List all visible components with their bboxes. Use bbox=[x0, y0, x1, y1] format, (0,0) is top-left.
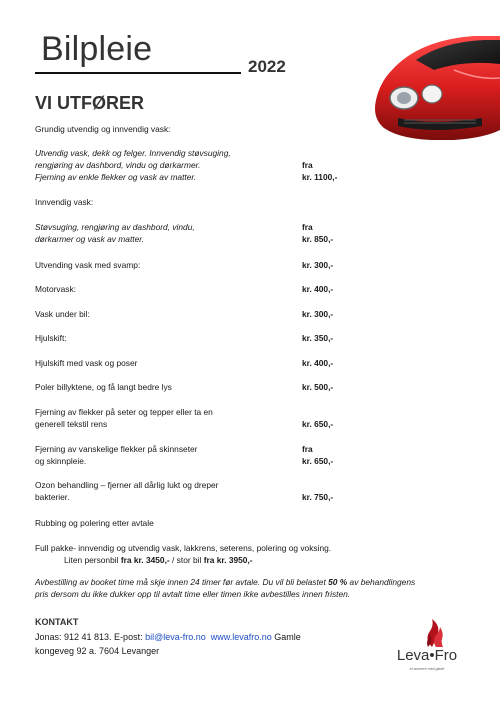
inner-wash-line-2: dørkarmer og vask av matter. bbox=[35, 234, 145, 244]
price-headlight-polish: kr. 500,- bbox=[302, 382, 334, 392]
service-engine-wash: Motorvask: bbox=[35, 284, 76, 294]
cancellation-notice-line-2: pris dersom du ikke dukker opp til avtalt time eller timen ikke avbestilles innen fristen. bbox=[35, 589, 351, 599]
full-wash-price-prefix: fra bbox=[302, 160, 313, 170]
leva-fro-logo bbox=[388, 617, 466, 687]
price-leather: kr. 650,- bbox=[302, 456, 334, 466]
service-underbody-wash: Vask under bil: bbox=[35, 309, 90, 319]
cancellation-fee-percent: 50 % bbox=[328, 577, 348, 587]
service-ozone-line-1: Ozon behandling – fjerner all dårlig lukt og dreper bbox=[35, 480, 219, 490]
contact-line-1: Jonas: 912 41 813. E-post: bil@leva-fro.no www.levafro.no Gamle bbox=[35, 632, 301, 642]
contact-line-2: kongeveg 92 a. 7604 Levanger bbox=[35, 646, 160, 656]
red-car-image bbox=[364, 30, 500, 148]
section-heading: VI UTFØRER bbox=[35, 93, 145, 113]
inner-wash-line-1: Støvsuging, rengjøring av dashbord, vindu, bbox=[35, 222, 195, 232]
logo-wordmark: Leva•Fro bbox=[396, 647, 458, 664]
full-wash-intro: Grundig utvendig og innvendig vask: bbox=[35, 124, 171, 134]
full-package-prices bbox=[64, 554, 253, 566]
service-ozone-line-2: bakterier. bbox=[35, 492, 70, 502]
service-rubbing-polishing: Rubbing og polering etter avtale bbox=[35, 518, 154, 528]
price-wheel-change: kr. 350,- bbox=[302, 333, 334, 343]
flame-icon bbox=[388, 617, 466, 649]
logo-tagline: et sunnere med glede bbox=[409, 667, 445, 671]
full-package-description: Full pakke- innvendig og utvendig vask, lakkrens, seterens, polering og voksing. bbox=[35, 543, 332, 553]
website-link[interactable]: www.levafro.no bbox=[210, 632, 272, 642]
full-wash-price: kr. 1100,- bbox=[302, 172, 338, 182]
full-wash-line-2: rengjøring av dashbord, vindu og dørkarmer. bbox=[35, 160, 201, 170]
page-title: Bilpleie bbox=[41, 30, 153, 68]
service-wheel-change: Hjulskift: bbox=[35, 333, 67, 343]
service-wheel-change-wash: Hjulskift med vask og poser bbox=[35, 358, 138, 368]
inner-wash-intro: Innvendig vask: bbox=[35, 197, 94, 207]
price-leather-prefix: fra bbox=[302, 444, 313, 454]
contact-heading: KONTAKT bbox=[35, 617, 79, 627]
year-label: 2022 bbox=[248, 57, 286, 76]
small-car-label: Liten personbil bbox=[64, 555, 119, 565]
price-underbody-wash: kr. 300,- bbox=[302, 309, 334, 319]
title-underline bbox=[35, 72, 241, 74]
price-wheel-change-wash: kr. 400,- bbox=[302, 358, 334, 368]
full-wash-line-1: Utvendig vask, dekk og felger. Innvendig støvsuging, bbox=[35, 148, 231, 158]
cancellation-notice-line-1: Avbestilling av booket time må skje innen 24 timer før avtale. Du vil bli belastet 50 % av behandlingens bbox=[35, 577, 416, 587]
service-stain-removal-line-2: generell tekstil rens bbox=[35, 419, 108, 429]
service-leather-line-1: Fjerning av vanskelige flekker på skinnseter bbox=[35, 444, 198, 454]
service-leather-line-2: og skinnpleie. bbox=[35, 456, 87, 466]
price-ozone: kr. 750,- bbox=[302, 492, 334, 502]
service-headlight-polish: Poler billyktene, og få langt bedre lys bbox=[35, 382, 172, 392]
big-car-price: fra kr. 3950,- bbox=[203, 555, 253, 565]
big-car-label: / stor bil bbox=[172, 555, 202, 565]
price-stain-removal: kr. 650,- bbox=[302, 419, 334, 429]
full-wash-line-3: Fjerning av enkle flekker og vask av matter. bbox=[35, 172, 197, 182]
small-car-price: fra kr. 3450,- bbox=[120, 555, 170, 565]
inner-wash-price-prefix: fra bbox=[302, 222, 313, 232]
contact-details bbox=[35, 630, 301, 658]
email-link[interactable]: bil@leva-fro.no bbox=[145, 632, 206, 642]
service-exterior-sponge: Utvending vask med svamp: bbox=[35, 260, 141, 270]
price-exterior-sponge: kr. 300,- bbox=[302, 260, 334, 270]
inner-wash-price: kr. 850,- bbox=[302, 234, 334, 244]
service-stain-removal-line-1: Fjerning av flekker på seter og tepper eller ta en bbox=[35, 407, 213, 417]
price-engine-wash: kr. 400,- bbox=[302, 284, 334, 294]
